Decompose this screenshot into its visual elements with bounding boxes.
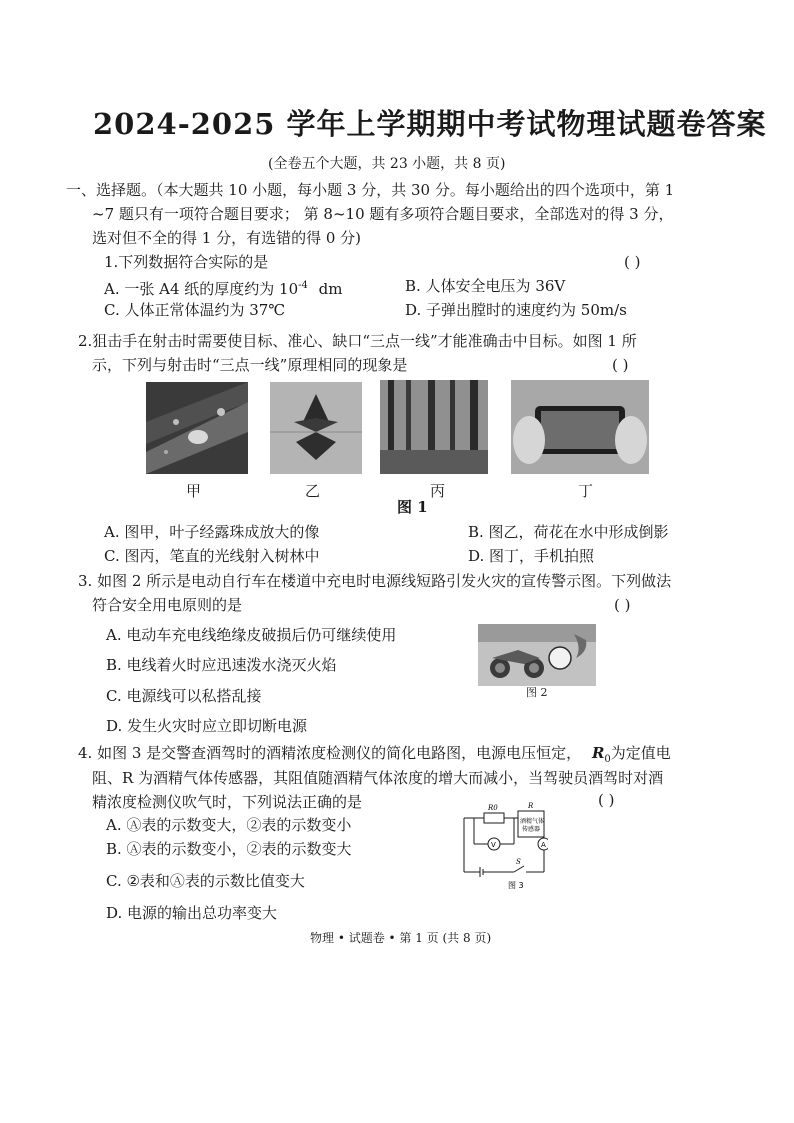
sensor-label-line1: 酒精气体: [520, 818, 545, 825]
question-4-option-c: C. ②表和Ⓐ表的示数比值变大: [106, 872, 305, 890]
question-4-line3: 精浓度检测仪吹气时，下列说法正确的是: [92, 793, 363, 811]
figure-1-label-yi: 乙: [305, 482, 321, 500]
question-1-option-d: D. 子弹出膛时的速度约为 50m/s: [405, 301, 627, 319]
resistor-r0: [484, 813, 504, 823]
page-subtitle: (全卷五个大题，共 23 小题，共 8 页): [268, 156, 506, 172]
section-instructions-line2: ~7 题只有一项符合题目要求； 第 8~10 题有多项符合题目要求，全部选对的得 3 分，: [92, 205, 674, 223]
figure-1-label-jia: 甲: [186, 482, 202, 500]
photo-lotus-reflection: [270, 382, 362, 474]
r0-symbol: R: [591, 744, 605, 762]
photo-phone-camera: [511, 380, 649, 474]
question-3-bracket: ( ): [614, 596, 631, 614]
question-1-option-c: C. 人体正常体温约为 37℃: [104, 301, 286, 319]
question-4-line1-end: 为定值电: [610, 744, 671, 762]
question-1-option-a: [104, 276, 343, 299]
question-4-line1: [78, 743, 671, 770]
question-3-option-c: C. 电源线可以私搭乱接: [106, 687, 262, 705]
switch-label: S: [516, 858, 521, 866]
option-a-exponent: -4: [298, 280, 308, 291]
question-2-line2: 示，下列与射击时“三点一线”原理相同的现象是: [92, 356, 408, 374]
figure-3-caption: 图 3: [508, 881, 524, 890]
question-4-option-a: A. Ⓐ表的示数变大，②表的示数变小: [106, 816, 352, 834]
question-1-bracket: ( ): [624, 253, 641, 271]
figure-3-circuit-diagram: [458, 800, 548, 892]
page-footer: 物理 • 试题卷 • 第 1 页 (共 8 页): [310, 931, 492, 945]
figure-2-ebike-fire-image: [478, 624, 596, 686]
ammeter-label: A: [541, 841, 546, 849]
page-title: 2024-2025 学年上学期期中考试物理试题卷答案: [93, 107, 767, 141]
question-2-option-b: B. 图乙，荷花在水中形成倒影: [468, 523, 669, 541]
question-4-option-b: B. Ⓐ表的示数变小，②表的示数变大: [106, 840, 352, 858]
question-2-option-c: C. 图丙，笔直的光线射入树林中: [104, 547, 320, 565]
question-4-option-d: D. 电源的输出总功率变大: [106, 904, 278, 922]
option-a-unit: dm: [318, 280, 343, 298]
question-3-option-d: D. 发生火灾时应立即切断电源: [106, 717, 308, 735]
question-1-stem: 1.下列数据符合实际的是: [104, 253, 269, 271]
r0-subscript: 0: [604, 754, 611, 765]
option-a-text: A. 一张 A4 纸的厚度约为 10: [104, 280, 299, 298]
figure-1-label-ding: 丁: [578, 482, 594, 500]
r0-label: R0: [488, 804, 498, 812]
section-instructions-line1: 一、选择题。（本大题共 10 小题，每小题 3 分，共 30 分。每小题给出的四个选项中，第 1: [66, 181, 675, 199]
section-instructions-line3: 选对但不全的得 1 分，有选错的得 0 分): [92, 229, 362, 247]
question-3-line2: 符合安全用电原则的是: [92, 596, 243, 614]
figure-1-label-bing: 丙: [430, 482, 446, 500]
sensor-label-line2: 传感器: [522, 826, 541, 833]
question-3-option-b: B. 电线着火时应迅速泼水浇灭火焰: [106, 656, 337, 674]
photo-dewdrop-leaf: [146, 382, 248, 474]
question-4-line2: 阻、R 为酒精气体传感器，其阻值随酒精气体浓度的增大而减小，当驾驶员酒驾时对酒: [92, 769, 664, 787]
figure-2-caption: 图 2: [526, 686, 548, 699]
question-1-option-b: B. 人体安全电压为 36V: [405, 277, 566, 295]
question-3-line1: 3. 如图 2 所示是电动自行车在楼道中充电时电源线短路引发火灾的宣传警示图。下列做法: [78, 572, 672, 590]
question-2-option-a: A. 图甲，叶子经露珠成放大的像: [104, 523, 320, 541]
r-label: R: [528, 802, 534, 810]
figure-1-caption: 图 1: [397, 498, 428, 516]
question-2-option-d: D. 图丁，手机拍照: [468, 547, 595, 565]
photo-forest-light: [380, 380, 488, 474]
voltmeter-label: V: [491, 841, 496, 849]
question-3-option-a: A. 电动车充电线绝缘皮破损后仍可继续使用: [106, 626, 397, 644]
question-2-bracket: ( ): [612, 356, 629, 374]
question-4-line1-text: 4. 如图 3 是交警查酒驾时的酒精浓度检测仪的简化电路图，电源电压恒定，: [78, 744, 582, 762]
question-4-bracket: ( ): [598, 791, 615, 809]
question-2-line1: 2.狙击手在射击时需要使目标、准心、缺口“三点一线”才能准确击中目标。如图 1 所: [78, 332, 637, 350]
